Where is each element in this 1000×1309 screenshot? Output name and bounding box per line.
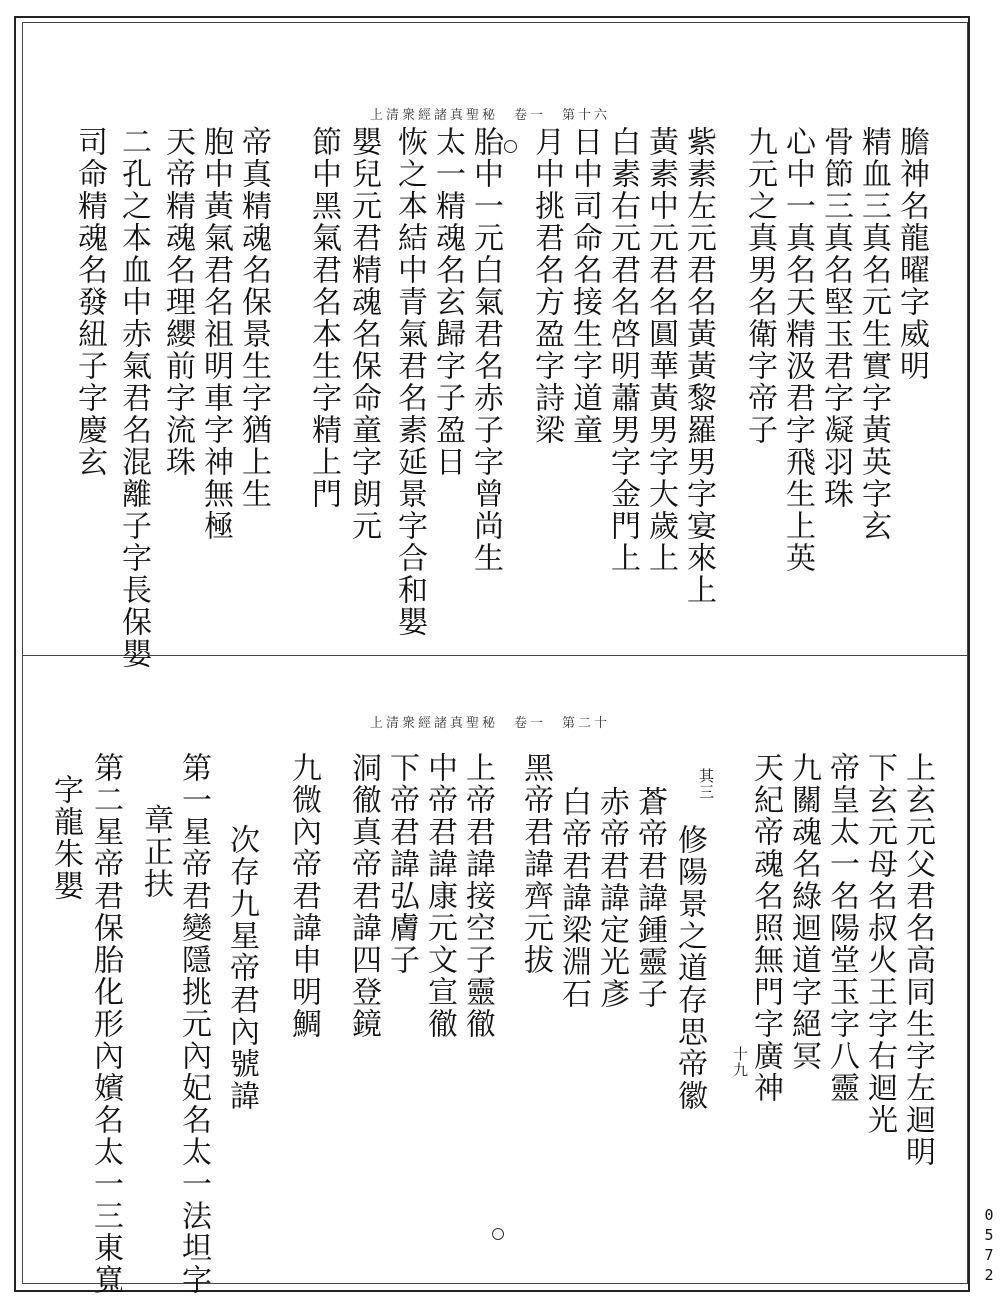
text-column: 天帝精魂名理纓前字流珠 bbox=[160, 126, 195, 478]
text-column: 帝皇太一名陽堂玉字八靈 bbox=[824, 752, 859, 1104]
text-column: 第二星帝君保胎化形內嬪名太一三東寬 bbox=[88, 752, 123, 1296]
text-column: 帝真精魂名保景生字猶上生 bbox=[236, 126, 271, 510]
text-column: 胎中一元白氣君名赤子字曾尚生 bbox=[468, 126, 503, 574]
text-column: 下帝君諱弘膚子 bbox=[384, 752, 419, 976]
section-circle-mark bbox=[504, 140, 517, 153]
bottom-page bbox=[30, 664, 950, 1296]
text-column: 洞徹真帝君諱四登鏡 bbox=[346, 752, 381, 1040]
text-column: 修陽景之道存思帝徽 bbox=[672, 824, 707, 1112]
text-column: 二孔之本血中赤氣君名混離子字長保嬰 bbox=[116, 126, 151, 670]
text-column: 太一精魂名玄歸字子盈日 bbox=[430, 126, 465, 478]
text-column: 下玄元母名叔火王字右迴光 bbox=[862, 752, 897, 1136]
text-column: 節中黑氣君名本生字精上門 bbox=[306, 126, 341, 510]
text-column: 膽神名龍曜字威明 bbox=[894, 126, 929, 382]
text-column: 上帝君諱接空子靈徹 bbox=[460, 752, 495, 1040]
text-column: 次存九星帝君內號諱 bbox=[224, 824, 259, 1112]
bottom-page-header: 上清衆經諸真聖秘 卷一 第二十 bbox=[369, 716, 610, 731]
text-column: 赤帝君諱定光彥 bbox=[594, 786, 629, 1010]
text-column: 精血三真名元生實字黃英字玄 bbox=[856, 126, 891, 542]
text-column: 嬰兒元君精魂名保命童字朗元 bbox=[346, 126, 381, 542]
margin-annotation: 其三 bbox=[697, 768, 715, 800]
text-column: 天紀帝魂名照無門字廣神 bbox=[748, 752, 783, 1104]
center-circle-mark bbox=[492, 1228, 504, 1240]
text-column: 恢之本結中青氣君名素延景字合和嬰 bbox=[392, 126, 427, 638]
text-column: 中帝君諱康元文宣徹 bbox=[422, 752, 457, 1040]
text-column: 九元之真男名衛字帝子 bbox=[742, 126, 777, 446]
top-page bbox=[30, 30, 950, 670]
margin-annotation: 十九 bbox=[731, 1046, 749, 1078]
text-column: 日中司命名接生字道童 bbox=[567, 126, 602, 446]
text-column: 司命精魂名發紐子字慶玄 bbox=[72, 126, 107, 478]
page-number: 0572 bbox=[980, 1206, 998, 1286]
text-column: 黃素中元君名圓華黃男字大歲上 bbox=[643, 126, 678, 574]
page-divider bbox=[22, 655, 968, 656]
text-column: 九微內帝君諱申明鯛 bbox=[286, 752, 321, 1040]
text-column: 九關魂名綠迴道字絕冥 bbox=[786, 752, 821, 1072]
text-column: 黑帝君諱齊元拔 bbox=[518, 752, 553, 976]
text-column: 白帝君諱梁淵石 bbox=[556, 786, 591, 1010]
text-column: 字龍朱嬰 bbox=[48, 774, 83, 902]
top-page-header: 上清衆經諸真聖秘 卷一 第十六 bbox=[369, 108, 610, 123]
text-column: 蒼帝君諱鍾靈子 bbox=[632, 786, 667, 1010]
text-column: 白素右元君名啓明蕭男字金門上 bbox=[605, 126, 640, 574]
text-column: 心中一真名天精汲君字飛生上英 bbox=[780, 126, 815, 574]
text-column: 紫素左元君名黃黃黎羅男字宴來上 bbox=[681, 126, 716, 606]
text-column: 上玄元父君名高同生字左迴明 bbox=[900, 752, 935, 1168]
text-column: 胞中黃氣君名祖明車字神無極 bbox=[198, 126, 233, 542]
text-column: 第一星帝君變隱挑元內妃名太一法坦字 bbox=[176, 752, 211, 1296]
text-column: 骨節三真名堅玉君字凝羽珠 bbox=[818, 126, 853, 510]
text-column: 月中挑君名方盈字詩梁 bbox=[529, 126, 564, 446]
text-column: 章正扶 bbox=[138, 804, 173, 900]
